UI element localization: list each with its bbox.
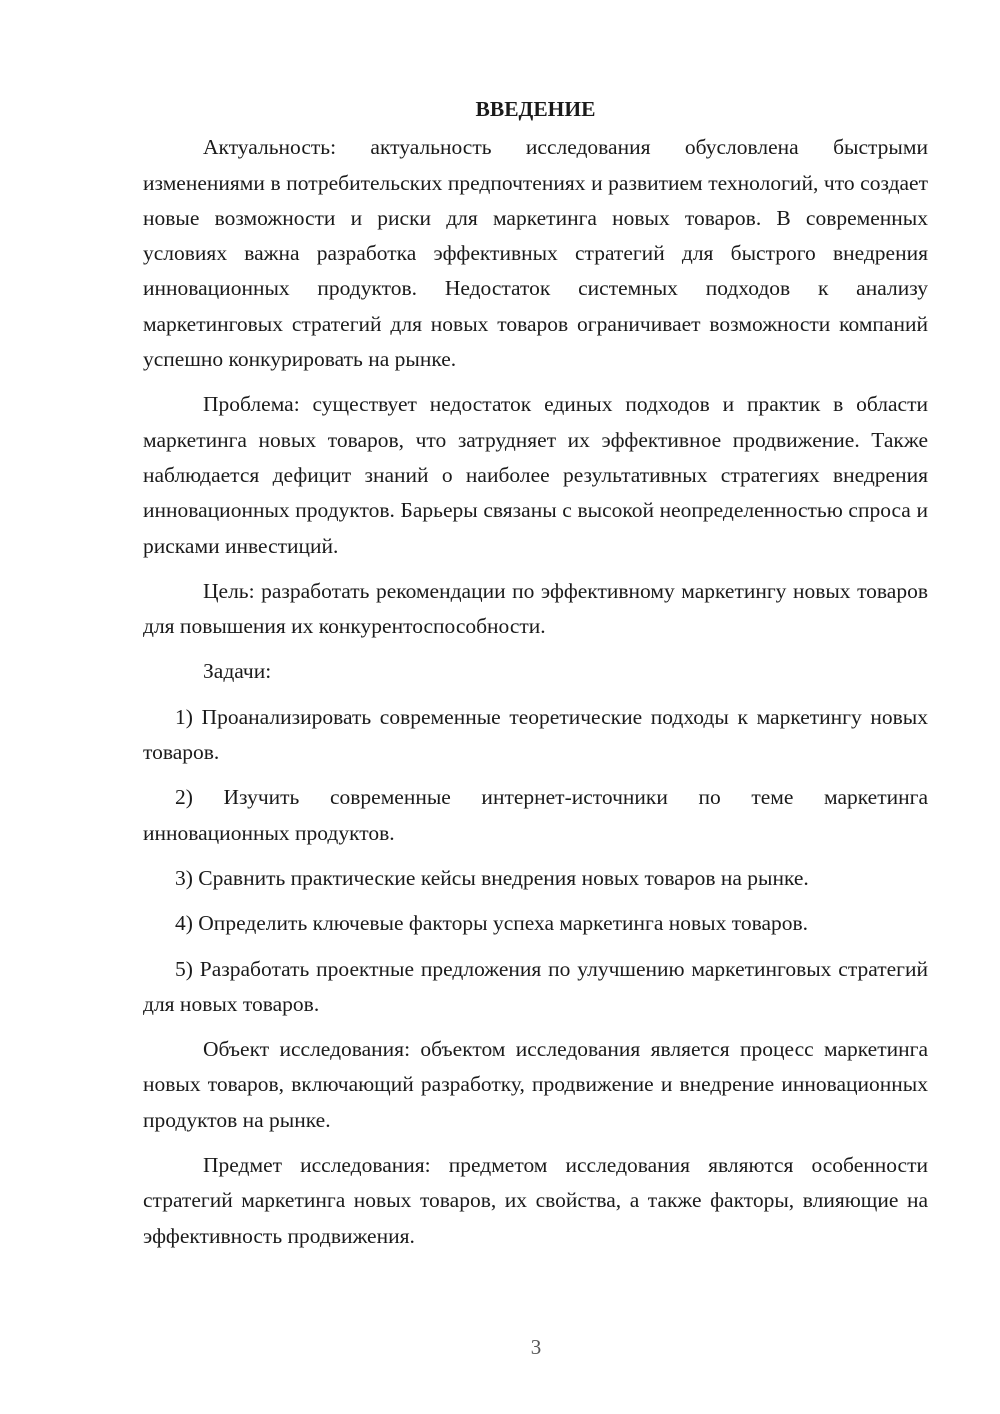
task-item-2: 2) Изучить современные интернет-источники по теме маркетинга инновационных продуктов.: [143, 785, 928, 845]
document-body: [143, 92, 928, 1264]
task-item-3: 3) Сравнить практические кейсы внедрения новых товаров на рынке.: [175, 865, 809, 890]
paragraph-subject: Предмет исследования: предметом исследования являются особенности стратегий маркетинга новых товаров, их свойства, а также факторы, влияющие на эффективность продвижения.: [143, 1153, 928, 1248]
paragraph-object: Объект исследования: объектом исследования является процесс маркетинга новых товаров, включающий разработку, продвижение и внедрение инновационных продуктов на рынке.: [143, 1037, 928, 1132]
section-title: ВВЕДЕНИЕ: [475, 97, 596, 121]
task-item-1: 1) Проанализировать современные теоретические подходы к маркетингу новых товаров.: [143, 704, 928, 765]
paragraph-relevance: Актуальность: актуальность исследования обусловлена быстрыми изменениями в потребительских предпочтениях и развитием технологий, что создает новые возможности и риски для маркетинга новых товаров. В современных условиях важна разработка эффективных стратегий для быстрого внедрения инновационных продуктов. Недостаток системных подходов к анализу маркетинговых стратегий для новых товаров ограничивает возможности компаний успешно конкурировать на рынке.: [143, 135, 928, 372]
tasks-heading: Задачи:: [203, 659, 272, 684]
task-item-4: 4) Определить ключевые факторы успеха маркетинга новых товаров.: [175, 911, 809, 936]
page-number: 3: [530, 1335, 542, 1359]
task-item-5: 5) Разработать проектные предложения по улучшению маркетинговых стратегий для новых товаров.: [143, 956, 928, 1016]
paragraph-problem: Проблема: существует недостаток единых подходов и практик в области маркетинга новых товаров, что затрудняет их эффективное продвижение. Также наблюдается дефицит знаний о наиболее результативных стратегиях внедрения инновационных продуктов. Барьеры связаны с высокой неопределенностью спроса и рисками инвестиций.: [143, 392, 928, 558]
paragraph-goal: Цель: разработать рекомендации по эффективному маркетингу новых товаров для повышения их конкурентоспособности.: [143, 578, 928, 639]
